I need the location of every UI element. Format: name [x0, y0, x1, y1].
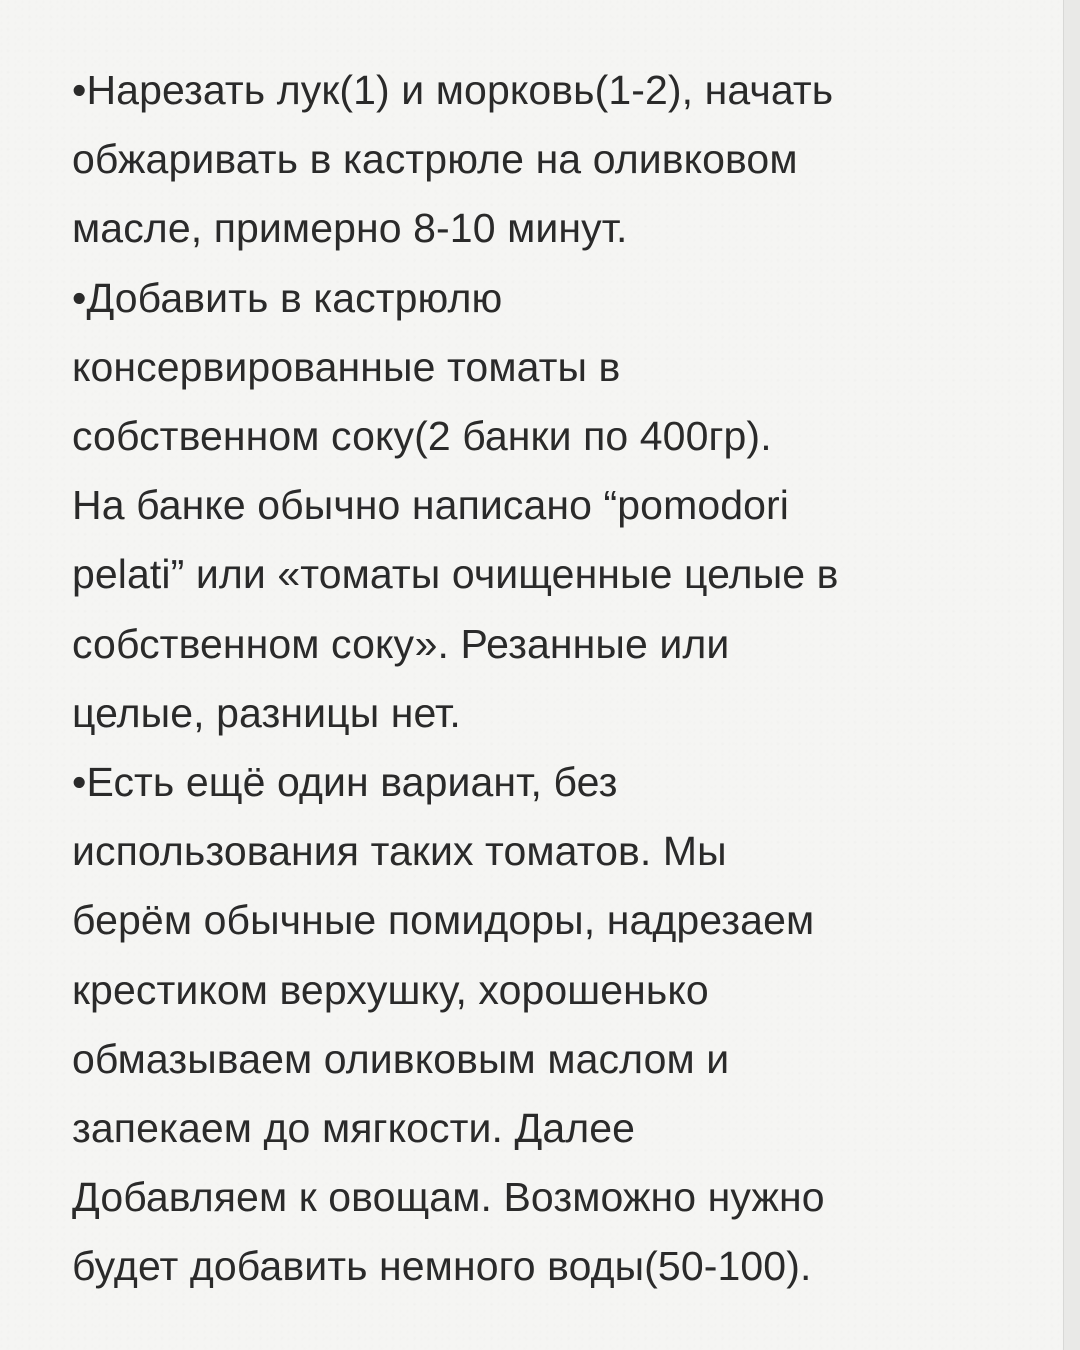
text-line: берём обычные помидоры, надрезаем [72, 897, 815, 944]
text-line: обмазываем оливковым маслом и [72, 1035, 730, 1082]
text-line: использования таких томатов. Мы [72, 828, 727, 875]
text-line: собственном соку(2 банки по 400гр). [72, 413, 772, 460]
text-line: Добавляем к овощам. Возможно нужно [72, 1174, 825, 1221]
text-line: •Добавить в кастрюлю [72, 274, 503, 321]
text-line: pelati” или «томаты очищенные целые в [72, 551, 839, 598]
text-line: консервированные томаты в [72, 343, 621, 390]
note-text [72, 56, 1032, 1302]
scrollbar[interactable] [1063, 0, 1080, 1350]
text-line: •Есть ещё один вариант, без [72, 759, 618, 806]
text-line: обжаривать в кастрюле на оливковом [72, 136, 798, 183]
text-line: •Нарезать лук(1) и морковь(1-2), начать [72, 67, 834, 113]
text-line: собственном соку». Резанные или [72, 620, 730, 667]
text-line: масле, примерно 8-10 минут. [72, 205, 628, 252]
text-line: крестиком верхушку, хорошенько [72, 966, 709, 1013]
text-line: целые, разницы нет. [72, 689, 461, 736]
text-line: На банке обычно написано “pomodori [72, 482, 789, 529]
text-line: будет добавить немного воды(50-100). [72, 1243, 812, 1290]
text-line: запекаем до мягкости. Далее [72, 1105, 636, 1152]
